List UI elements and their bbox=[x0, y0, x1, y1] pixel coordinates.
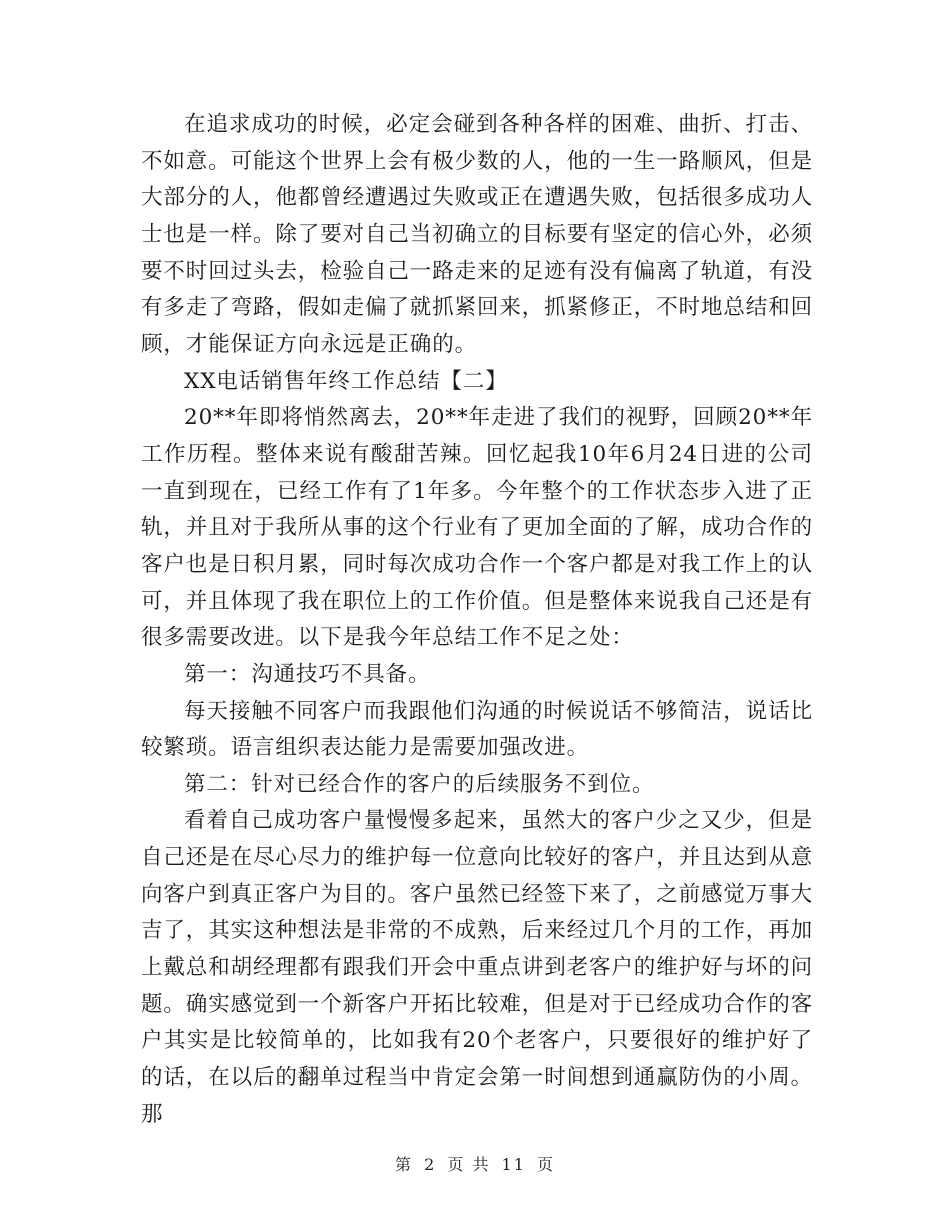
point-two-body: 看着自己成功客户量慢慢多起来，虽然大的客户少之又少，但是自己还是在尽心尽力的维护每一位意向比较好的客户，并且达到从意向客户到真正客户为目的。客户虽然已经签下来了，之前感觉万事大吉了，其实这种想法是非常的不成熟，后来经过几个月的工作，再加上戴总和胡经理都有跟我们开会中重点讲到老客户的维护好与坏的问题。确实感觉到一个新客户开拓比较难，但是对于已经成功合作的客户其实是比较简单的，比如我有20个老客户，只要很好的维护好了的话，在以后的翻单过程当中肯定会第一时间想到通赢防伪的小周。那 bbox=[141, 808, 814, 1127]
section-heading: XX电话销售年终工作总结【二】 bbox=[184, 368, 508, 394]
footer-suffix: 页 bbox=[537, 1155, 556, 1174]
page-footer bbox=[0, 1152, 950, 1175]
point-one-heading: 第一：沟通技巧不具备。 bbox=[184, 661, 431, 687]
footer-middle: 页 共 bbox=[447, 1155, 491, 1174]
footer-prefix: 第 bbox=[394, 1155, 413, 1174]
footer-current-page: 2 bbox=[424, 1155, 437, 1174]
document-body bbox=[141, 107, 813, 1133]
point-one-body: 每天接触不同客户而我跟他们沟通的时候说话不够简洁，说话比较繁琐。语言组织表达能力是需要加强改进。 bbox=[141, 698, 813, 761]
footer-total-pages: 11 bbox=[501, 1155, 526, 1174]
paragraph-year-review: 20**年即将悄然离去，20**年走进了我们的视野，回顾20**年工作历程。整体来说有酸甜苦辣。回忆起我10年6月24日进的公司一直到现在，已经工作有了1年多。今年整个的工作状态步入进了正轨，并且对于我所从事的这个行业有了更加全面的了解，成功合作的客户也是日积月累，同时每次成功合作一个客户都是对我工作上的认可，并且体现了我在职位上的工作价值。但是整体来说我自己还是有很多需要改进。以下是我今年总结工作不足之处： bbox=[141, 405, 814, 651]
paragraph-intro-conclusion: 在追求成功的时候，必定会碰到各种各样的困难、曲折、打击、不如意。可能这个世界上会有极少数的人，他的一生一路顺风，但是大部分的人，他都曾经遭遇过失败或正在遭遇失败，包括很多成功人士也是一样。除了要对自己当初确立的目标要有坚定的信心外，必须要不时回过头去，检验自己一路走来的足迹有没有偏离了轨道，有没有多走了弯路，假如走偏了就抓紧回来，抓紧修正，不时地总结和回顾，才能保证方向永远是正确的。 bbox=[141, 112, 814, 357]
point-two-heading: 第二：针对已经合作的客户的后续服务不到位。 bbox=[184, 771, 655, 797]
